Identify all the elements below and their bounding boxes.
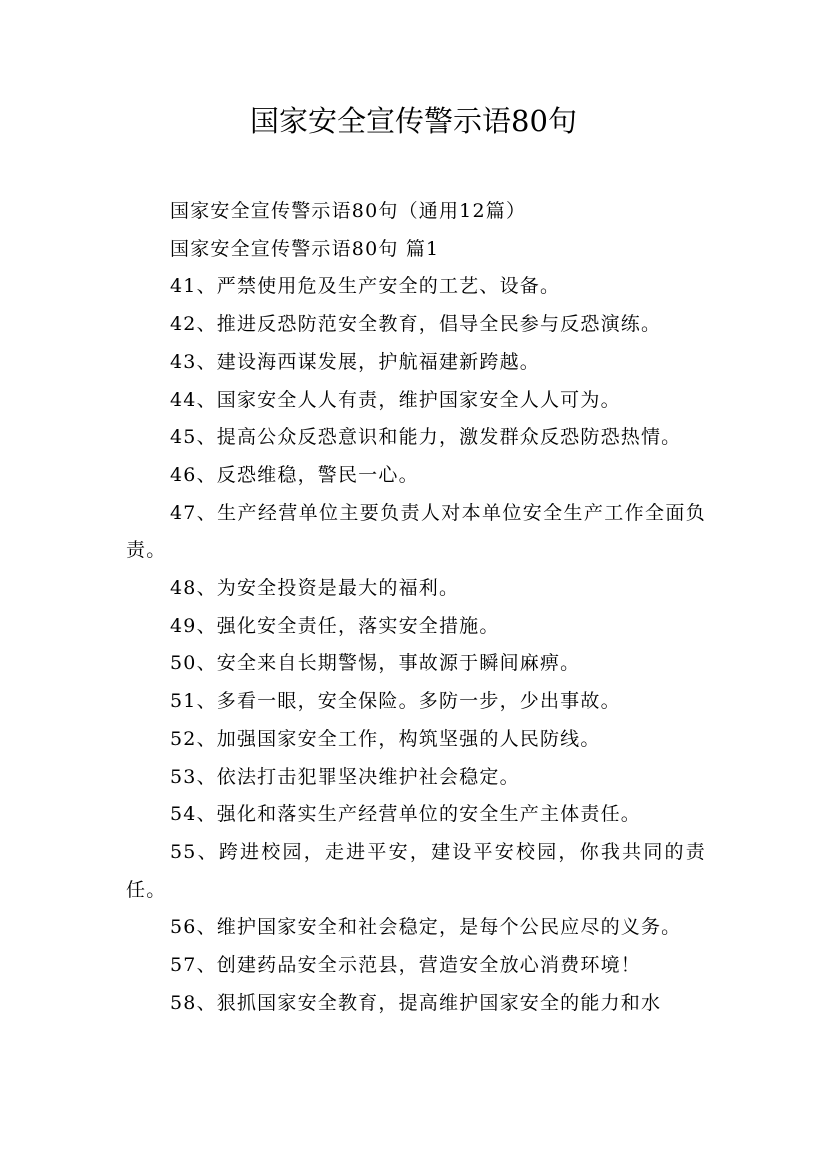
slogan-47: 47、生产经营单位主要负责人对本单位安全生产工作全面负责。 [126, 501, 706, 562]
slogan-50: 50、安全来自长期警惕，事故源于瞬间麻痹。 [170, 652, 581, 675]
slogan-53: 53、依法打击犯罪坚决维护社会稳定。 [170, 765, 520, 788]
slogan-54: 54、强化和落实生产经营单位的安全生产主体责任。 [170, 803, 641, 826]
slogan-42: 42、推进反恐防范安全教育，倡导全民参与反恐演练。 [170, 313, 662, 336]
paragraph-section-heading: 国家安全宣传警示语80句 篇1 [170, 237, 440, 260]
slogan-46: 46、反恐维稳，警民一心。 [170, 463, 419, 486]
slogan-49: 49、强化安全责任，落实安全措施。 [170, 614, 500, 637]
slogan-43: 43、建设海西谋发展，护航福建新跨越。 [170, 350, 540, 373]
slogan-57: 57、创建药品安全示范县，营造安全放心消费环境！ [170, 954, 641, 977]
document-body [126, 193, 706, 1022]
slogan-48: 48、为安全投资是最大的福利。 [170, 577, 460, 600]
paragraph-subtitle: 国家安全宣传警示语80句（通用12篇） [170, 200, 527, 222]
slogan-51: 51、多看一眼，安全保险。多防一步，少出事故。 [170, 690, 621, 713]
slogan-58: 58、狠抓国家安全教育，提高维护国家安全的能力和水 [170, 991, 662, 1014]
slogan-52: 52、加强国家安全工作，构筑坚强的人民防线。 [170, 727, 601, 750]
slogan-45: 45、提高公众反恐意识和能力，激发群众反恐防恐热情。 [170, 426, 682, 449]
slogan-41: 41、严禁使用危及生产安全的工艺、设备。 [170, 275, 561, 298]
slogan-55: 55、跨进校园，走进平安，建设平安校园，你我共同的责任。 [126, 840, 706, 901]
slogan-56: 56、维护国家安全和社会稳定，是每个公民应尽的义务。 [170, 916, 682, 939]
document-title: 国家安全宣传警示语80句 [250, 104, 577, 138]
slogan-44: 44、国家安全人人有责，维护国家安全人人可为。 [170, 388, 621, 411]
